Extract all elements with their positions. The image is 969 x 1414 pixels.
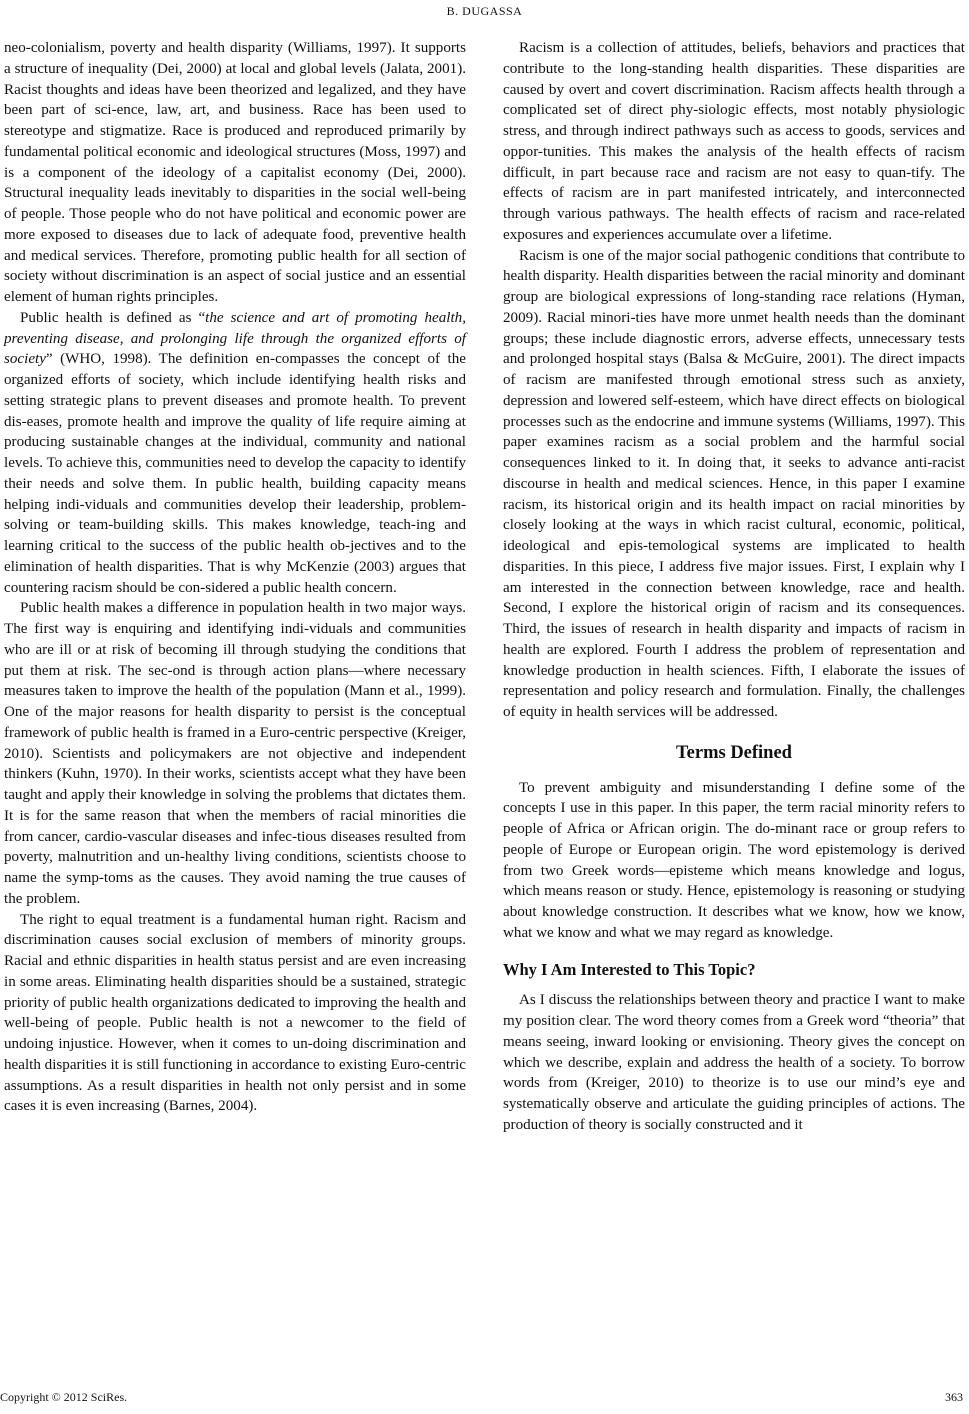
- left-paragraph-2: [4, 308, 466, 599]
- left-paragraph-1: neo-colonialism, poverty and health disparity (Williams, 1997). It supports a structure of inequality (Dei, 2000) at local and global levels (Jalata, 2001). Racist thoughts and ideas have been theorized and legalized, and they have been part of sci-ence, law, art, and business. Race has been used to stereotype and stigmatize. Race is produced and reproduced primarily by fundamental political economic and ideological structures (Moss, 1997) and is a component of the ideology of a capitalist economy (Dei, 2000). Structural inequality leads inevitably to disparities in the social well-being of people. Those people who do not have political and economic power are more exposed to diseases due to lack of adequate food, preventive health and medical services. Therefore, promoting public health for all section of society without discrimination is an aspect of social justice and an essential element of human rights principles.: [4, 40, 466, 305]
- copyright-footer: Copyright © 2012 SciRes.: [0, 1390, 128, 1404]
- right-column: [503, 38, 965, 1136]
- left-column: [4, 38, 466, 1117]
- right-paragraph-1: Racism is a collection of attitudes, beliefs, behaviors and practices that contribute to the long-standing health disparities. These disparities are caused by overt and covert discrimination. Racism affects health through a complicated set of direct phy-siologic effects, most notably physiologic stress, and through indirect pathways such as access to goods, services and oppor-tunities. This makes the analysis of the health effects of racism difficult, in part because race and racism are not easy to quan-tify. The effects of racism are in part manifested intricately, and interconnected through various pathways. The health effects of racism and race-related exposures and experiences accumulate over a lifetime.: [503, 40, 965, 243]
- left-paragraph-4: The right to equal treatment is a fundamental human right. Racism and discrimination causes social exclusion of members of minority groups. Racial and ethnic disparities in health status persist and are even increasing in some areas. Eliminating health disparities should be a sustained, strategic priority of public health organizations dedicated to improving the health and well-being of people. Public health is not a newcomer to the field of undoing injustice. However, when it comes to un-doing discrimination and health disparities it is still functioning in accordance to existing Euro-centric assumptions. As a result disparities in health not only persist and in some cases it is even increasing (Barnes, 2004).: [4, 911, 466, 1115]
- left-paragraph-2-text-b: ” (WHO, 1998). The definition en-compasses the concept of the organized efforts of society, which include identifying health risks and setting strategic plans to prevent diseases and promote health. To prevent dis-eases, promote health and improve the quality of life require aiming at producing sustainable changes at the individual, community and national levels. To achieve this, communities need to develop the capacity to identify their needs and solve them. In public health, building capacity means helping indi-viduals and communities develop their leadership, problem-solving or team-building skills. This makes knowledge, teach-ing and learning critical to the success of the public health ob-jectives and to the elimination of health disparities. That is why McKenzie (2003) argues that countering racism should be con-sidered a public health concern.: [4, 351, 466, 596]
- right-paragraph-2: Racism is one of the major social pathogenic conditions that contribute to health disparity. Health disparities between the racial minority and dominant group are biological expressions of long-standing race relations (Hyman, 2009). Racial minori-ties have more unmet health needs than the dominant groups; these include diagnostic errors, adverse effects, unnecessary tests and prolonged hospital stays (Balsa & McGuire, 2001). The direct impacts of racism are manifested through emotional stress such as anxiety, depression and lowered self-esteem, which have direct effects on biological processes such as the endocrine and immune systems (Williams, 1997). This paper examines racism as a social problem and the harmful social consequences linked to it. In doing that, it seeks to advance anti-racist discourse in health and medical sciences. Hence, in this paper I examine racism, its historical origin and its health impact on racial minorities by closely looking at the ways in which racist cultural, economic, political, ideological and epis-temological systems are implicated to health disparities. In this piece, I address five major issues. First, I explain why I am interested in the connection between knowledge, race and health. Second, I explore the historical origin of racism and its consequences. Third, the issues of research in health disparity and impacts of racism in health are explored. Fourth I address the problem of representation and knowledge production in health sciences. Fifth, I elaborate the issues of representation and policy research and formulation. Finally, the challenges of equity in health services will be addressed.: [503, 247, 965, 720]
- left-paragraph-3: Public health makes a difference in population health in two major ways. The first way is enquiring and identifying indi-viduals and communities who are ill or at risk of becoming ill through studying the conditions that put them at risk. The sec-ond is through action plans—where necessary measures taken to improve the health of the population (Mann et al., 1999). One of the major reasons for health disparity to persist is the conceptual framework of public health is framed in a Euro-centric perspective (Kreiger, 2010). Scientists and policymakers are not objective and independent thinkers (Kuhn, 1970). In their works, scientists accept what they have been taught and apply their knowledge in solving the problems that dictates them. It is for the same reason that when the members of racial minorities die from cancer, cardio-vascular diseases and infec-tious diseases resulted from poverty, malnutrition and un-healthy living conditions, scientists choose to name the symp-toms as the causes. They avoid naming the true causes of the problem.: [4, 600, 466, 907]
- section-heading-terms-defined: Terms Defined: [676, 742, 792, 763]
- running-head: B. DUGASSA: [446, 4, 523, 18]
- right-paragraph-4: As I discuss the relationships between theory and practice I want to make my position clear. The word theory comes from a Greek word “theoria” that means seeing, inward looking or envisioning. Theory gives the concept on which we describe, explain and address the health of a society. To borrow words from (Kreiger, 2010) to theorize is to use our mind’s eye and systematically observe and articulate the guiding principles of actions. The production of theory is socially constructed and it: [503, 992, 965, 1133]
- section-heading-why-interested: Why I Am Interested to This Topic?: [503, 959, 756, 979]
- page-number: 363: [945, 1390, 963, 1404]
- left-paragraph-2-text-a: Public health is defined as “: [20, 309, 206, 326]
- who-definition-quote: the science and art of promoting health, preventing disease, and prolonging life through the organized efforts of society: [4, 309, 466, 368]
- right-paragraph-3: To prevent ambiguity and misunderstanding I define some of the concepts I use in this paper. In this paper, the term racial minority refers to people of Africa or African origin. The do-minant race or group refers to people of Europe or European origin. The word epistemology is derived from two Greek words—episteme which means knowledge and logus, which means reason or study. Hence, epistemology is reasoning or studying about knowledge construction. It describes what we know, how we know, what we know and what we may regard as knowledge.: [503, 779, 965, 941]
